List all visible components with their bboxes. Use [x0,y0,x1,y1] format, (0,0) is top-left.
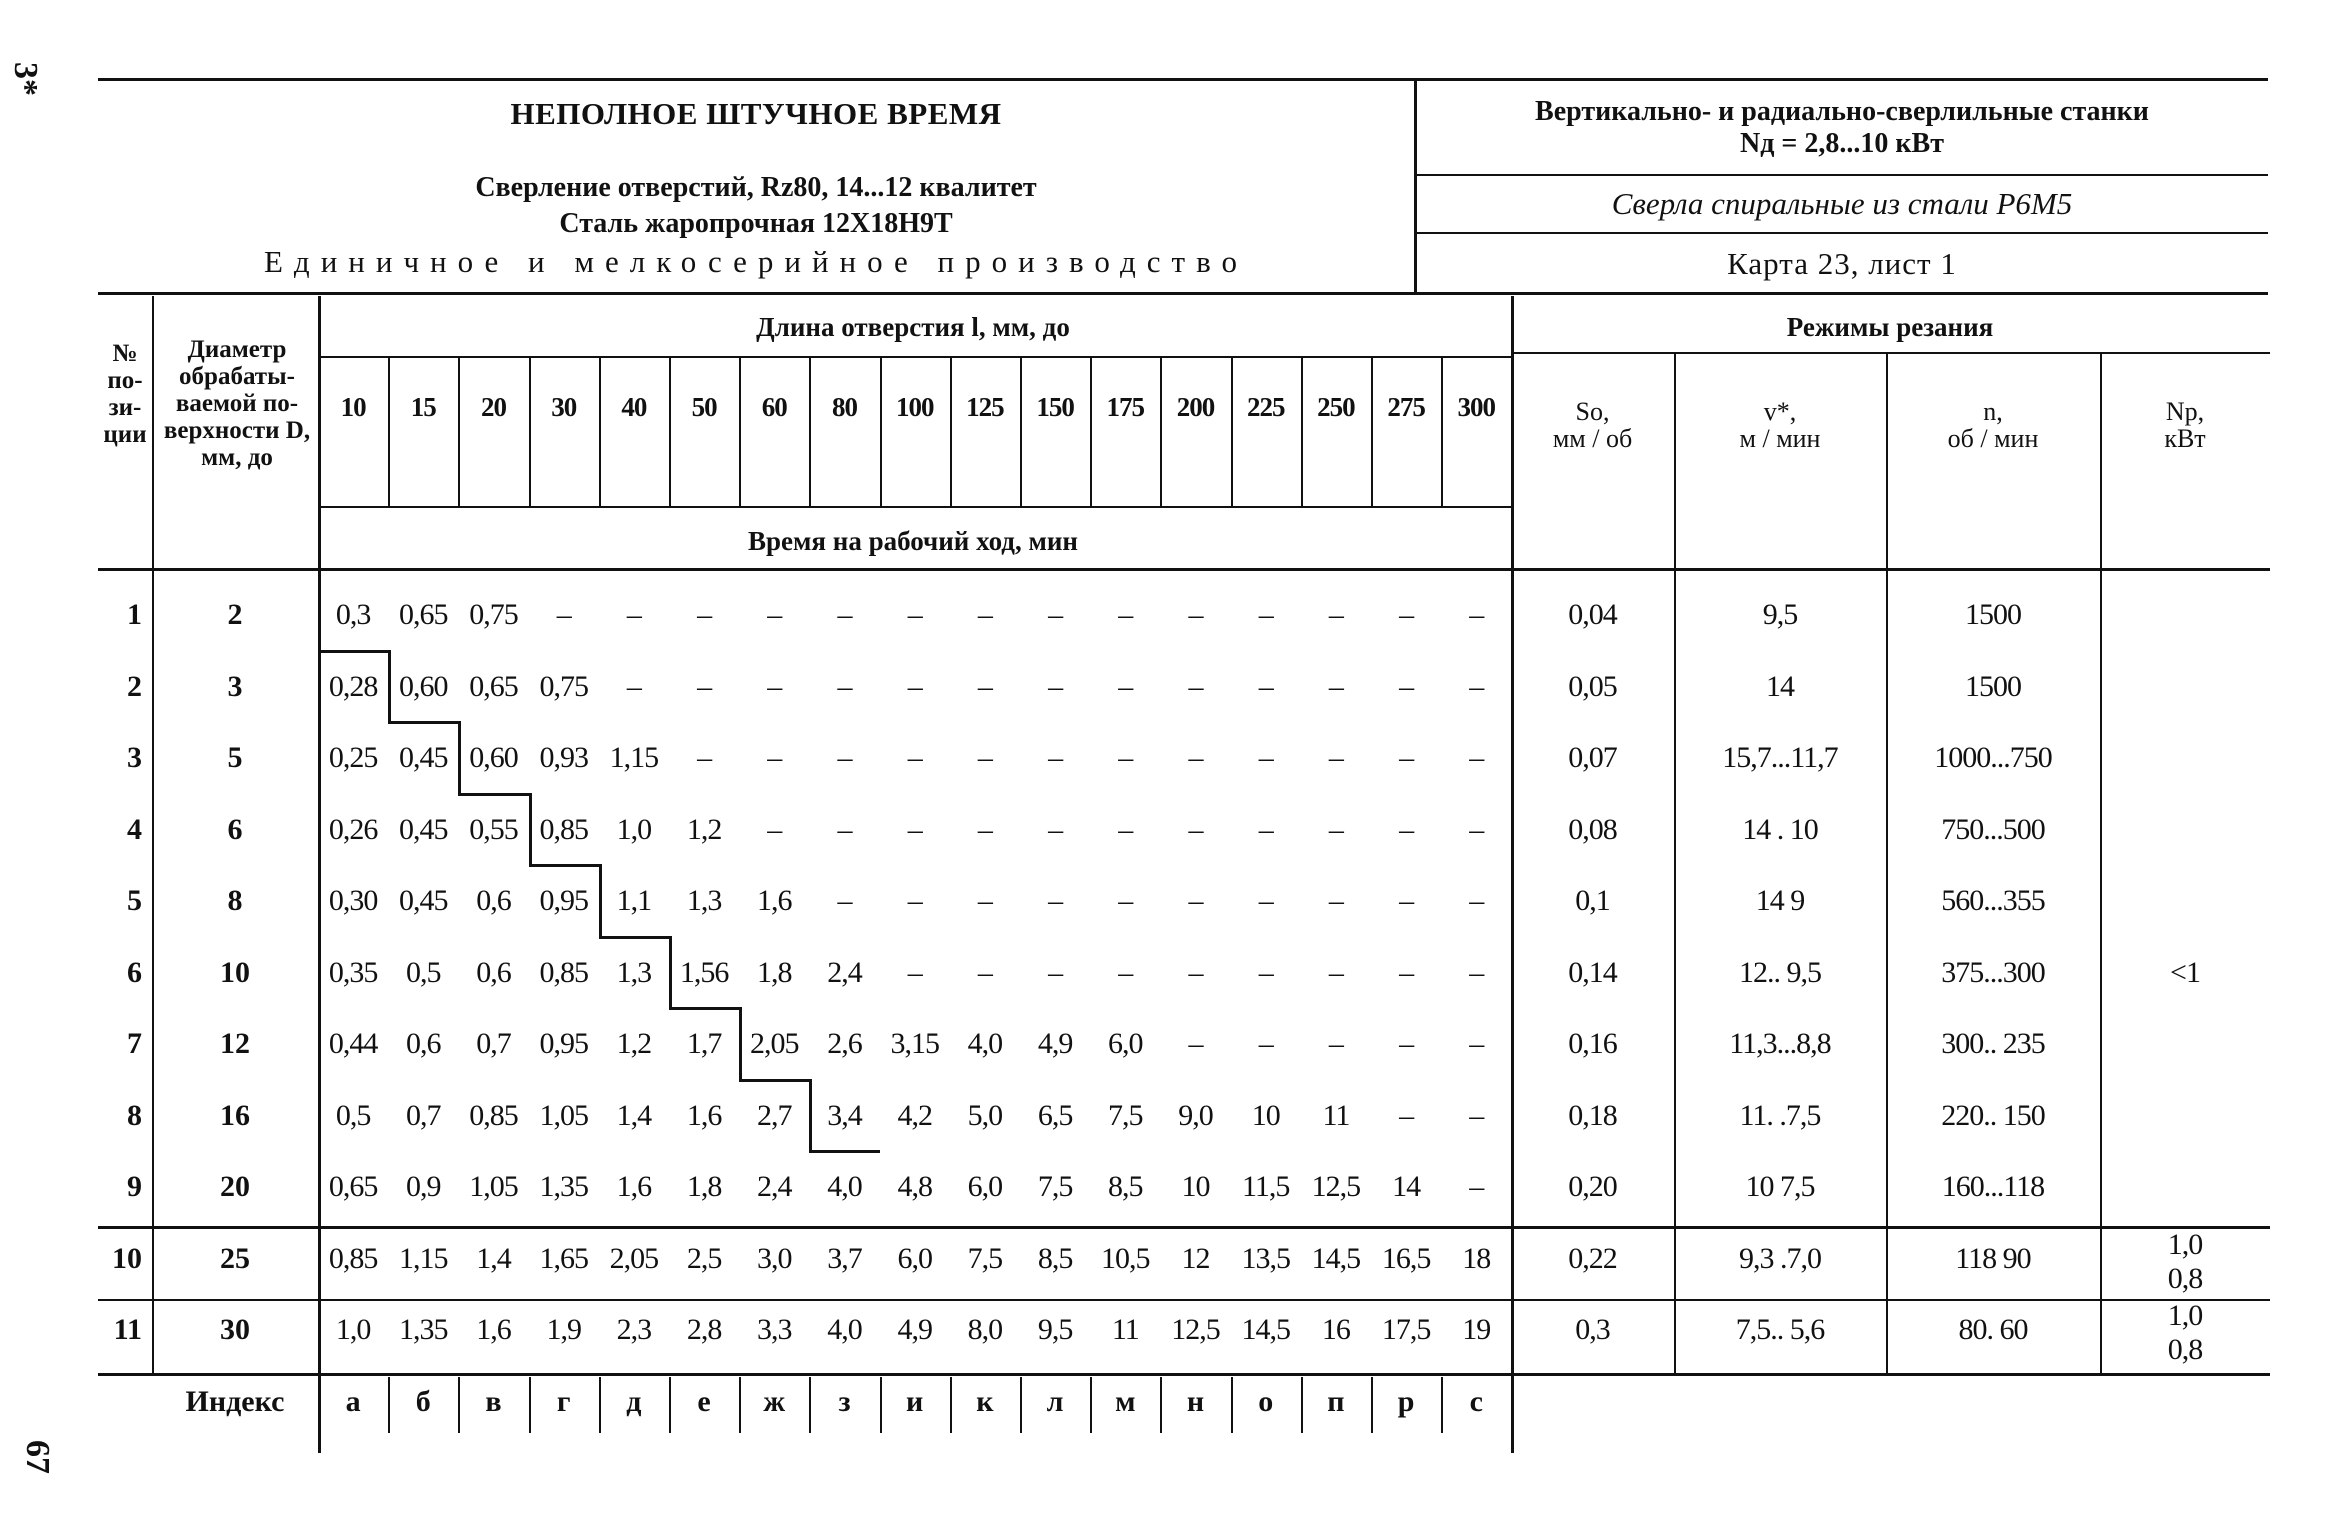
time-cell: – [767,598,782,631]
time-cell: – [1258,884,1273,917]
row-diameter: 12 [220,1027,250,1060]
time-cell: – [1399,741,1414,774]
row-diameter: 30 [220,1313,250,1346]
time-cell: 1,9 [546,1313,581,1346]
card-number: Карта 23, лист 1 [1727,246,1957,281]
speed-cell: 11,3...8,8 [1729,1027,1831,1060]
time-cell: 1,56 [679,955,729,989]
time-cell: – [837,741,852,774]
row-diameter: 6 [227,812,243,846]
time-cell: – [1118,741,1133,774]
time-cell: 0,6 [476,884,511,917]
time-cell: – [977,741,992,774]
time-cell: – [1328,884,1343,917]
length-col-header: 60 [761,392,787,422]
row-position: 2 [127,669,142,703]
time-cell: – [1399,955,1414,989]
index-letter: о [1258,1384,1274,1418]
speed-cell: 14 . 10 [1742,812,1818,846]
time-cell: – [1188,1027,1203,1060]
time-cell: 1,2 [686,812,722,846]
row-position: 8 [127,1098,142,1132]
time-cell: 1,4 [476,1241,511,1275]
row-position: 11 [113,1313,142,1346]
speed-cell: 12.. 9,5 [1739,955,1821,989]
time-cell: 8,0 [967,1313,1003,1346]
time-cell: 1,6 [757,884,792,917]
time-cell: 0,60 [469,741,518,774]
time-cell: 11,5 [1241,1170,1290,1203]
time-cell: – [1048,812,1063,846]
row-diameter: 25 [220,1241,250,1275]
time-cell: 1,3 [686,884,722,917]
time-cell: 6,0 [967,1170,1003,1203]
time-cell: 0,3 [335,598,371,631]
index-label: Индекс [185,1384,285,1418]
index-letter: в [485,1384,502,1418]
time-cell: – [1258,812,1273,846]
feed-cell: 0,04 [1568,598,1617,631]
time-cell: 3,4 [827,1098,862,1132]
time-cell: 4,0 [827,1170,862,1203]
time-cell: 1,15 [399,1241,448,1275]
top-margin-mark: 3* [7,62,44,96]
feed-cell: 0,14 [1568,955,1617,989]
rpm-cell: 80. 60 [1958,1313,2028,1346]
time-cell: 0,30 [328,884,378,917]
time-cell: 16,5 [1381,1241,1431,1275]
index-letter: с [1469,1384,1483,1418]
time-cell: – [1048,669,1063,703]
row-diameter: 3 [227,669,243,703]
rpm-cell: 375...300 [1941,955,2045,989]
power-cell: 1,0 0,8 [2167,1227,2203,1295]
power-cell: 1,0 0,8 [2167,1299,2203,1366]
time-cell: 0,7 [406,1098,441,1132]
row-position: 6 [127,955,142,989]
time-cell: – [1258,669,1273,703]
time-cell: 7,5 [1108,1098,1143,1132]
row-position: 7 [127,1027,142,1060]
row-position: 10 [112,1241,142,1275]
time-cell: 0,95 [539,884,588,917]
time-cell: – [1469,955,1484,989]
time-cell: 18 [1462,1241,1491,1275]
index-letter: б [415,1384,431,1418]
index-letter: м [1115,1384,1136,1418]
row-position: 4 [127,812,142,846]
rpm-cell: 1500 [1965,669,2021,703]
index-letter: л [1046,1384,1064,1418]
time-cell: – [1118,955,1133,989]
time-cell: – [1469,741,1484,774]
length-col-header: 50 [691,392,717,422]
time-cell: 1,1 [616,884,652,917]
time-cell: – [1328,812,1343,846]
length-col-header: 250 [1317,392,1355,422]
mode-col-header: n, об / мин [1947,397,2039,453]
time-cell: – [1328,741,1343,774]
row-diameter: 8 [227,884,243,917]
time-cell: – [907,955,922,989]
time-cell: – [1399,884,1414,917]
time-cell: – [1469,812,1484,846]
time-cell: 8,5 [1037,1241,1073,1275]
time-cell: 0,28 [328,669,378,703]
time-cell: 4,8 [897,1170,932,1203]
length-col-header: 100 [895,392,934,422]
time-cell: 0,5 [406,955,441,989]
time-cell: 14 [1392,1170,1421,1203]
time-cell: 4,0 [967,1027,1003,1060]
time-cell: – [1469,1027,1484,1060]
machine-type: Вертикально- и радиально-сверлильные станки [1535,96,2149,127]
time-cell: 4,9 [897,1313,932,1346]
time-cell: – [837,812,852,846]
machine-power: Nд = 2,8...10 кВт [1740,128,1944,159]
time-cell: – [1328,955,1343,989]
time-cell: – [907,884,922,917]
time-cell: 0,9 [406,1170,441,1203]
time-cell: 1,4 [616,1098,652,1132]
rpm-cell: 1500 [1965,598,2021,631]
feed-cell: 0,16 [1568,1027,1617,1060]
time-cell: – [767,812,782,846]
time-cell: – [1188,598,1203,631]
time-cell: 1,65 [539,1241,588,1275]
time-cell: 7,5 [1037,1170,1073,1203]
time-cell: 0,6 [406,1027,441,1060]
time-cell: 10 [1251,1098,1280,1132]
index-letter: а [345,1384,361,1418]
rpm-cell: 220.. 150 [1941,1098,2045,1132]
time-cell: – [1118,669,1133,703]
time-cell: – [977,669,992,703]
speed-cell: 7,5.. 5,6 [1735,1313,1825,1346]
feed-cell: 0,07 [1568,741,1617,774]
time-header: Время на рабочий ход, мин [748,526,1078,556]
time-cell: 12,5 [1311,1170,1361,1203]
time-cell: 11 [1322,1098,1350,1132]
time-cell: – [1258,741,1273,774]
time-cell: – [1188,955,1203,989]
time-cell: 12 [1181,1241,1210,1275]
time-cell: – [1399,1098,1414,1132]
time-cell: 0,95 [539,1027,588,1060]
time-cell: 5,0 [967,1098,1003,1132]
time-cell: – [697,669,712,703]
time-cell: 6,0 [1108,1027,1143,1060]
time-cell: 6,0 [897,1241,932,1275]
speed-cell: 11. .7,5 [1739,1098,1821,1132]
index-letter: н [1186,1384,1205,1418]
row-position: 5 [127,884,142,917]
speed-cell: 9,5 [1762,598,1798,631]
time-cell: 10,5 [1101,1241,1150,1275]
time-cell: 0,75 [469,598,518,631]
time-cell: 3,7 [827,1241,862,1275]
time-cell: 0,65 [399,598,448,631]
page-title: НЕПОЛНОЕ ШТУЧНОЕ ВРЕМЯ [510,96,1002,131]
time-cell: – [977,812,992,846]
col-position-header: № по-зи-ции [103,340,147,448]
time-cell: – [907,598,922,631]
time-cell: – [1048,741,1063,774]
time-cell: – [626,598,641,631]
row-position: 3 [127,741,142,774]
time-cell: 1,0 [616,812,652,846]
length-col-header: 10 [340,392,366,422]
time-cell: – [977,955,992,989]
time-cell: 0,85 [328,1241,378,1275]
time-cell: 0,45 [399,812,448,846]
production-line: Единичное и мелкосерийное производство [263,244,1248,279]
length-col-header: 20 [480,392,506,422]
operation-line: Сверление отверстий, Rz80, 14...12 квалитет [475,172,1037,203]
time-cell: 2,5 [686,1241,722,1275]
time-cell: 2,05 [750,1027,799,1060]
time-cell: 9,0 [1178,1098,1213,1132]
time-cell: – [977,884,992,917]
feed-cell: 0,08 [1568,812,1617,846]
page-number: 67 [19,1440,56,1474]
time-cell: 1,6 [476,1313,511,1346]
time-cell: – [767,669,782,703]
time-cell: 10 [1181,1170,1210,1203]
material-line: Сталь жаропрочная 12Х18Н9Т [559,208,953,239]
time-cell: 1,05 [469,1170,518,1203]
time-cell: 19 [1462,1313,1491,1346]
time-cell: – [837,669,852,703]
time-cell: 2,6 [827,1027,862,1060]
time-cell: 2,8 [686,1313,722,1346]
time-cell: 1,6 [616,1170,652,1203]
time-cell: – [1469,669,1484,703]
row-diameter: 16 [220,1098,250,1132]
rpm-cell: 300.. 235 [1941,1027,2045,1060]
row-diameter: 10 [220,955,250,989]
feed-cell: 0,3 [1575,1313,1610,1346]
length-col-header: 275 [1387,392,1425,422]
time-cell: 1,35 [399,1313,448,1346]
index-letter: к [976,1384,994,1418]
length-col-header: 225 [1246,392,1285,422]
time-cell: – [837,598,852,631]
time-cell: – [1469,1170,1484,1203]
mode-col-header: Nр, кВт [2164,397,2206,453]
row-position: 9 [127,1170,142,1203]
time-cell: 0,45 [399,741,448,774]
time-cell: – [697,598,712,631]
time-cell: – [1399,1027,1414,1060]
length-col-header: 40 [621,392,647,422]
feed-cell: 0,18 [1568,1098,1617,1132]
speed-cell: 15,7...11,7 [1722,741,1838,774]
row-diameter: 2 [227,598,243,631]
time-cell: 0,7 [476,1027,511,1060]
time-cell: 3,15 [890,1027,939,1060]
time-cell: – [626,669,641,703]
index-letter: п [1327,1384,1345,1418]
time-cell: – [1258,1027,1273,1060]
index-letter: е [697,1384,711,1418]
index-letter: р [1397,1384,1415,1418]
index-letter: з [838,1384,851,1418]
rpm-cell: 560...355 [1941,884,2045,917]
length-col-header: 200 [1176,392,1215,422]
time-cell: 4,2 [897,1098,932,1132]
time-cell: 0,75 [539,669,588,703]
length-header: Длина отверстия l, мм, до [756,312,1070,342]
row-position: 1 [127,598,142,631]
time-cell: 0,93 [539,741,588,774]
time-cell: 2,3 [616,1313,652,1346]
time-cell: 16 [1321,1313,1350,1346]
feed-cell: 0,1 [1575,884,1610,917]
time-cell: 2,4 [827,955,862,989]
rpm-cell: 750...500 [1941,812,2045,846]
time-cell: – [1188,884,1203,917]
time-cell: 0,85 [539,955,588,989]
time-cell: 0,6 [476,955,511,989]
time-cell: – [1188,812,1203,846]
time-cell: – [907,812,922,846]
time-cell: – [1258,955,1273,989]
time-cell: – [977,598,992,631]
time-cell: – [1188,669,1203,703]
time-cell: 0,5 [335,1098,371,1132]
feed-cell: 0,05 [1568,669,1617,703]
time-cell: – [907,741,922,774]
time-cell: 0,85 [469,1098,518,1132]
time-cell: – [1328,1027,1343,1060]
time-cell: 6,5 [1037,1098,1073,1132]
time-cell: 1,05 [539,1098,588,1132]
speed-cell: 10 7,5 [1745,1170,1815,1203]
time-cell: – [1399,669,1414,703]
time-cell: 1,6 [686,1098,722,1132]
time-cell: – [1469,1098,1484,1132]
time-cell: 2,05 [609,1241,659,1275]
length-col-header: 80 [831,392,857,422]
time-cell: – [1328,598,1343,631]
length-col-header: 15 [410,392,436,422]
time-cell: 1,8 [686,1170,722,1203]
length-col-header: 30 [551,392,577,422]
time-cell: – [1188,741,1203,774]
time-cell: – [1118,598,1133,631]
time-cell: 12,5 [1171,1313,1220,1346]
time-cell: 4,9 [1037,1027,1073,1060]
time-cell: 1,7 [686,1027,722,1060]
time-cell: 0,65 [328,1170,378,1203]
time-cell: – [1258,598,1273,631]
time-cell: – [697,741,712,774]
feed-cell: 0,22 [1568,1241,1617,1275]
time-cell: – [1118,884,1133,917]
time-cell: 11 [1111,1313,1139,1346]
time-cell: 0,45 [399,884,448,917]
feed-cell: 0,20 [1568,1170,1617,1203]
time-cell: 17,5 [1381,1313,1431,1346]
row-diameter: 20 [220,1170,250,1203]
time-cell: 2,7 [757,1098,792,1132]
length-col-header: 125 [966,392,1004,422]
time-cell: 0,60 [399,669,448,703]
time-cell: 1,3 [616,955,652,989]
time-cell: 8,5 [1108,1170,1143,1203]
time-cell: – [837,884,852,917]
time-cell: – [1048,884,1063,917]
row-diameter: 5 [227,741,243,774]
rpm-cell: 118 90 [1955,1241,2031,1275]
time-cell: 0,35 [328,955,378,989]
mode-col-header: v*, м / мин [1739,397,1821,453]
time-cell: 0,44 [328,1027,378,1060]
time-cell: 7,5 [967,1241,1003,1275]
time-cell: – [1469,598,1484,631]
time-cell: 14,5 [1311,1241,1361,1275]
time-cell: 3,3 [757,1313,792,1346]
time-cell: 1,2 [616,1027,652,1060]
length-col-header: 150 [1036,392,1074,422]
time-cell: – [1328,669,1343,703]
time-cell: 1,8 [757,955,792,989]
index-letter: г [556,1384,571,1418]
time-cell: 1,15 [609,741,659,774]
time-cell: 0,25 [328,741,378,774]
index-letter: и [906,1384,924,1418]
time-cell: – [1048,955,1063,989]
index-letter: ж [763,1384,786,1418]
time-cell: 0,85 [539,812,588,846]
time-cell: – [1469,884,1484,917]
time-cell: – [907,669,922,703]
length-col-header: 300 [1457,392,1496,422]
power-cell: <1 [2170,955,2200,989]
modes-header: Режимы резания [1786,312,1994,342]
time-cell: 14,5 [1241,1313,1290,1346]
speed-cell: 9,3 .7,0 [1739,1241,1821,1275]
rpm-cell: 160...118 [1941,1170,2045,1203]
time-cell: 1,0 [335,1313,371,1346]
col-diameter-header: Диаметр обрабаты-ваемой по-верхности D, мм, до [163,336,311,471]
mode-col-header: So, мм / об [1552,397,1633,453]
time-cell: – [1399,598,1414,631]
time-cell: – [1048,598,1063,631]
length-col-header: 175 [1106,392,1145,422]
time-cell: – [1399,812,1414,846]
time-cell: 3,0 [757,1241,792,1275]
time-cell: 9,5 [1037,1313,1073,1346]
time-cell: – [556,598,571,631]
time-cell: 2,4 [757,1170,792,1203]
time-cell: – [767,741,782,774]
speed-cell: 14 [1766,669,1794,703]
index-letter: д [626,1384,642,1418]
time-cell: 13,5 [1241,1241,1290,1275]
time-cell: 0,65 [469,669,518,703]
speed-cell: 14 9 [1755,884,1805,917]
tool-type: Сверла спиральные из стали Р6М5 [1611,186,2073,221]
time-cell: 1,35 [539,1170,588,1203]
time-cell: 4,0 [827,1313,862,1346]
time-cell: 0,26 [328,812,378,846]
rpm-cell: 1000...750 [1934,741,2052,774]
time-cell: 0,55 [469,812,518,846]
time-cell: – [1118,812,1133,846]
